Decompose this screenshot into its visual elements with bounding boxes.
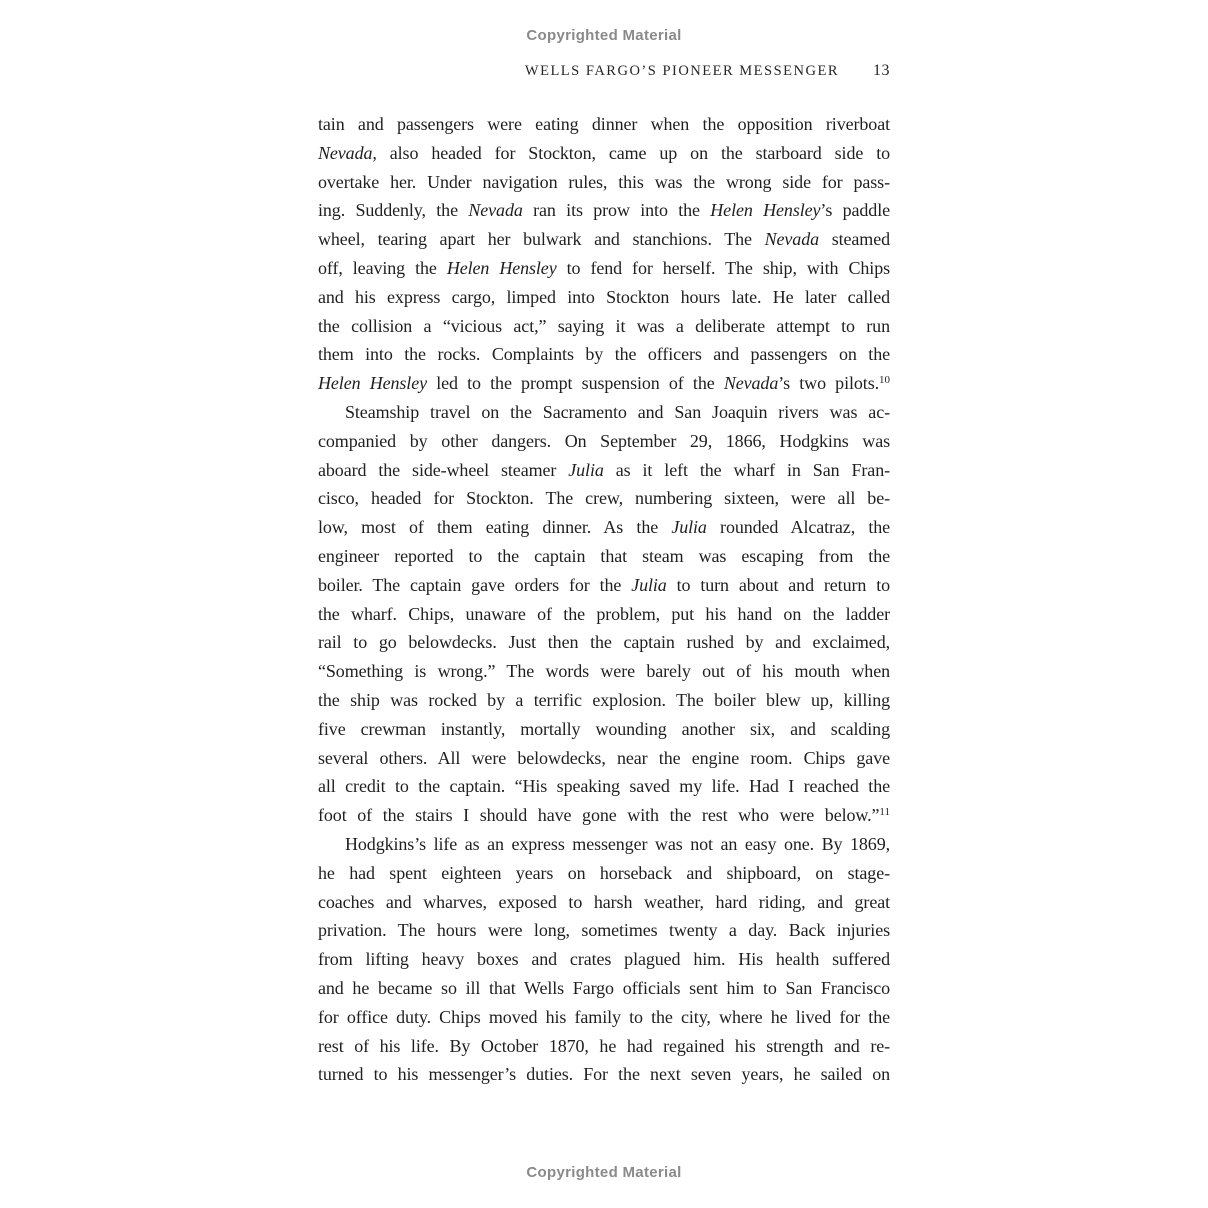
- text-line: aboard the side-wheel steamer Julia as it left the wharf in San Fran-: [318, 459, 890, 480]
- text-line: from lifting heavy boxes and crates plagued him. His health suffered: [318, 949, 890, 970]
- text-line: companied by other dangers. On September 29, 1866, Hodgkins was: [318, 430, 890, 451]
- text-line: engineer reported to the captain that steam was escaping from the: [318, 545, 890, 566]
- text-line: Helen Hensley led to the prompt suspension of the Nevada’s two pilots.$^{10}$: [318, 373, 890, 394]
- text-line: the collision a “vicious act,” saying it was a deliberate attempt to run: [318, 315, 890, 336]
- text-line: boiler. The captain gave orders for the Julia to turn about and return to: [318, 574, 890, 595]
- copyright-notice-bottom: Copyrighted Material: [526, 1164, 682, 1181]
- paragraph: [318, 110, 890, 398]
- text-line: rail to go belowdecks. Just then the captain rushed by and exclaimed,: [318, 632, 890, 653]
- text-line: overtake her. Under navigation rules, this was the wrong side for pass-: [318, 171, 890, 192]
- text-line: ing. Suddenly, the Nevada ran its prow into the Helen Hensley’s paddle: [318, 200, 890, 221]
- body-text: [318, 110, 890, 1089]
- text-line: wheel, tearing apart her bulwark and stanchions. The Nevada steamed: [318, 229, 890, 250]
- text-line: them into the rocks. Complaints by the officers and passengers on the: [318, 344, 890, 365]
- text-line: for office duty. Chips moved his family to the city, where he lived for the: [318, 1006, 890, 1027]
- text-line: Hodgkins’s life as an express messenger was not an easy one. By 1869,: [345, 833, 890, 854]
- copyright-notice-top: Copyrighted Material: [526, 27, 682, 44]
- text-line: privation. The hours were long, sometimes twenty a day. Back injuries: [318, 920, 890, 941]
- text-line: Steamship travel on the Sacramento and San Joaquin rivers was ac-: [345, 401, 890, 422]
- page-header: [318, 62, 890, 80]
- text-line: off, leaving the Helen Hensley to fend for herself. The ship, with Chips: [318, 257, 890, 278]
- text-line: cisco, headed for Stockton. The crew, numbering sixteen, were all be-: [318, 488, 890, 509]
- text-line: all credit to the captain. “His speaking saved my life. Had I reached the: [318, 776, 890, 797]
- text-line: several others. All were belowdecks, near the engine room. Chips gave: [318, 747, 890, 768]
- text-line: the wharf. Chips, unaware of the problem, put his hand on the ladder: [318, 603, 890, 624]
- text-line: five crewman instantly, mortally wounding another six, and scalding: [318, 718, 890, 739]
- text-line: and he became so ill that Wells Fargo officials sent him to San Francisco: [318, 977, 890, 998]
- text-line: Nevada, also headed for Stockton, came up on the starboard side to: [318, 142, 890, 163]
- text-line: turned to his messenger’s duties. For the next seven years, he sailed on: [318, 1064, 890, 1085]
- footnote-reference: 11: [879, 805, 890, 818]
- text-line: tain and passengers were eating dinner when the opposition riverboat: [318, 114, 890, 134]
- text-line: rest of his life. By October 1870, he had regained his strength and re-: [318, 1035, 890, 1056]
- paragraph: [318, 398, 890, 830]
- text-line: the ship was rocked by a terrific explosion. The boiler blew up, killing: [318, 689, 890, 710]
- footnote-reference: 10: [879, 373, 890, 386]
- text-line: foot of the stairs I should have gone with the rest who were below.”$^{11}$: [318, 805, 890, 826]
- text-line: coaches and wharves, exposed to harsh weather, hard riding, and great: [318, 891, 890, 912]
- text-line: “Something is wrong.” The words were barely out of his mouth when: [318, 661, 890, 682]
- paragraph: [318, 830, 890, 1089]
- page-number: 13: [873, 62, 890, 79]
- running-head-title: WELLS FARGO’S PIONEER MESSENGER: [524, 63, 839, 79]
- text-line: he had spent eighteen years on horseback and shipboard, on stage-: [318, 862, 890, 883]
- text-line: low, most of them eating dinner. As the Julia rounded Alcatraz, the: [318, 517, 890, 538]
- text-line: and his express cargo, limped into Stockton hours late. He later called: [318, 286, 890, 307]
